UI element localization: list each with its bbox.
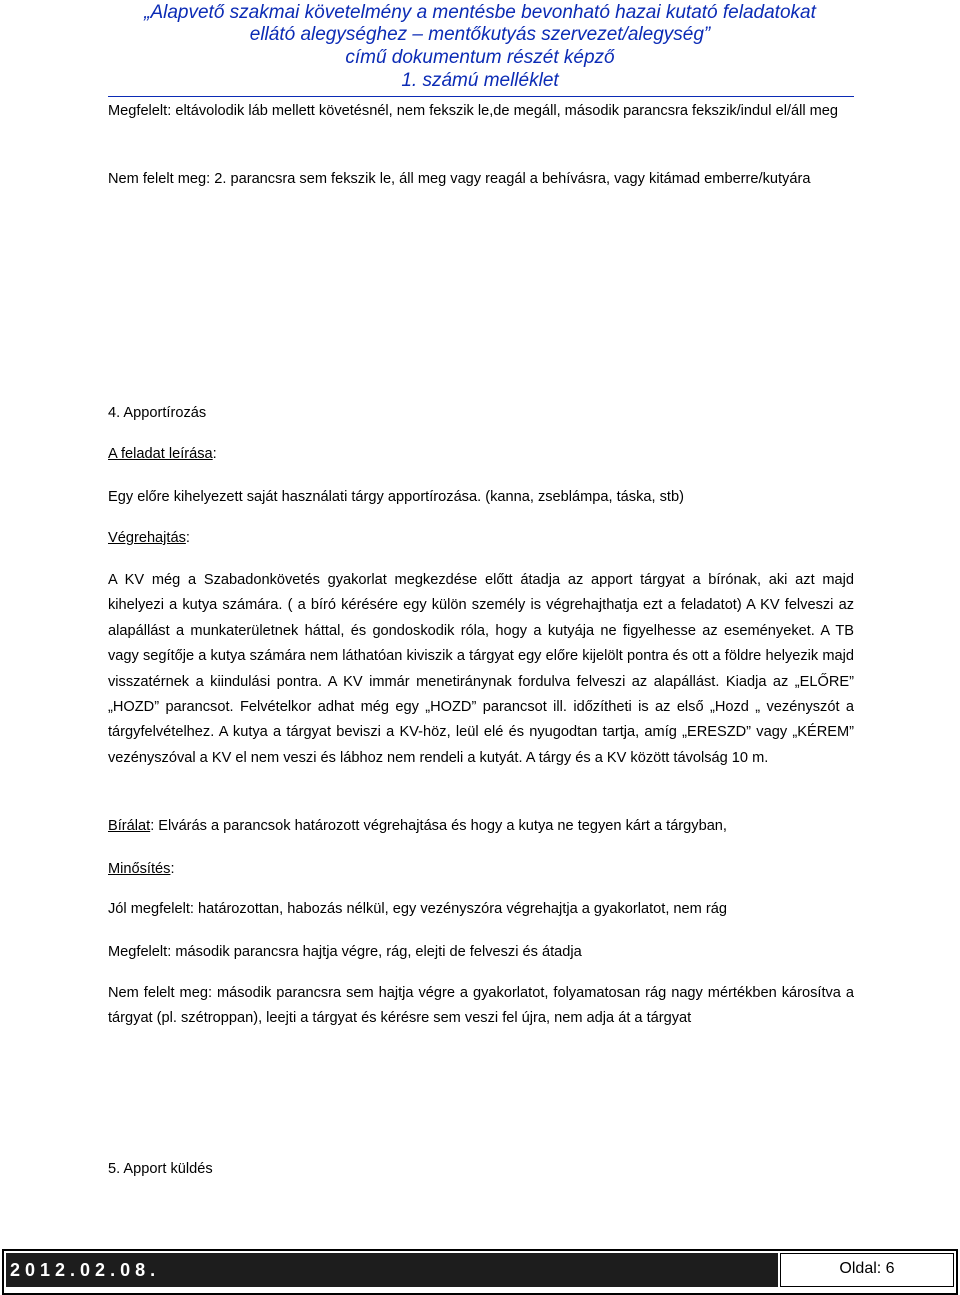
execution-label: Végrehajtás bbox=[108, 530, 186, 546]
rating-colon: : bbox=[170, 861, 175, 877]
task-description-colon: : bbox=[212, 446, 217, 462]
task-description-label: A feladat leírása bbox=[108, 446, 213, 462]
evaluation-paragraph bbox=[108, 814, 854, 839]
task-description-heading bbox=[108, 442, 854, 467]
execution-text: A KV még a Szabadonkövetés gyakorlat megkezdése előtt átadja az apport tárgyat a bírónak, aki azt majd kihelyezi a kutya számára. ( a bíró kérésére egy külön személy is végrehajthatja ezt a feladatot) A KV felveszi az alapállást a munkaterületnek háttal, és gondoskodik róla, hogy a kutyája ne figyelhesse az eseményeket. A TB vagy segítője a kutya számára nem láthatóan kiviszik a tárgyat egy előre kijelölt pontra és ott a földre helyezik majd visszatérnek a kiindulási pontra. A KV immár menetiránynak fordulva felveszi az alapállást. Kiadja az „ELŐRE” „HOZD” parancsot. Felvételkor adhat még egy „HOZD” parancsot ill. időzítheti is az első „Hozd „ vezényszót a tárgyfelvételhez. A kutya a tárgyat beviszi a KV-höz, leül elé és nyugodtan tartja, amíg „ERESZD” vagy „KÉREM” vezényszóval a KV el nem veszi és lábhoz nem rendeli a kutyát. A tárgy és a KV között távolság 10 m. bbox=[108, 572, 854, 766]
page-footer bbox=[2, 1249, 958, 1295]
execution-heading bbox=[108, 526, 854, 551]
header-title-line-4: 1. számú melléklet bbox=[401, 70, 559, 91]
header-title-line-1: „Alapvető szakmai követelmény a mentésbe bevonható hazai kutató feladatokat bbox=[144, 2, 816, 23]
evaluation-text: : Elvárás a parancsok határozott végrehajtása és hogy a kutya ne tegyen kárt a tárgyban, bbox=[150, 818, 727, 834]
header-title-line-2: ellátó alegységhez – mentőkutyás szervezet/alegység” bbox=[249, 24, 711, 45]
task-description-text: Egy előre kihelyezett saját használati tárgy apportírozása. (kanna, zseblámpa, táska, stb) bbox=[108, 489, 684, 505]
section-4-title: 4. Apportírozás bbox=[108, 405, 207, 421]
rating-heading bbox=[108, 857, 854, 882]
passed-criteria-prev: Megfelelt: eltávolodik láb mellett követésnél, nem fekszik le,de megáll, második parancsra fekszik/indul el/áll meg bbox=[108, 103, 839, 119]
rating-passed: Megfelelt: második parancsra hajtja végre, rág, elejti de felveszi és átadja bbox=[108, 944, 582, 960]
header-title-line-3: című dokumentum részét képző bbox=[345, 47, 615, 68]
footer-page-number: Oldal: 6 bbox=[780, 1253, 954, 1287]
failed-criteria-prev: Nem felelt meg: 2. parancsra sem fekszik le, áll meg vagy reagál a behívásra, vagy kitámad emberre/kutyára bbox=[108, 171, 811, 187]
execution-colon: : bbox=[185, 530, 190, 546]
footer-date: 2012.02.08. bbox=[6, 1253, 778, 1287]
rating-label: Minősítés bbox=[108, 861, 171, 877]
section-5-title: 5. Apport küldés bbox=[108, 1161, 213, 1177]
rating-excellent: Jól megfelelt: határozottan, habozás nélkül, egy vezényszóra végrehajtja a gyakorlatot, nem rág bbox=[108, 901, 727, 917]
rating-failed: Nem felelt meg: második parancsra sem hajtja végre a gyakorlatot, folyamatosan rág nagy mértékben károsítva a tárgyat (pl. szétroppan), leejti a tárgyat és kérésre sem veszi fel újra, nem adja át a tárgyat bbox=[108, 985, 854, 1027]
evaluation-label: Bírálat bbox=[108, 818, 151, 834]
header-divider bbox=[108, 96, 854, 97]
